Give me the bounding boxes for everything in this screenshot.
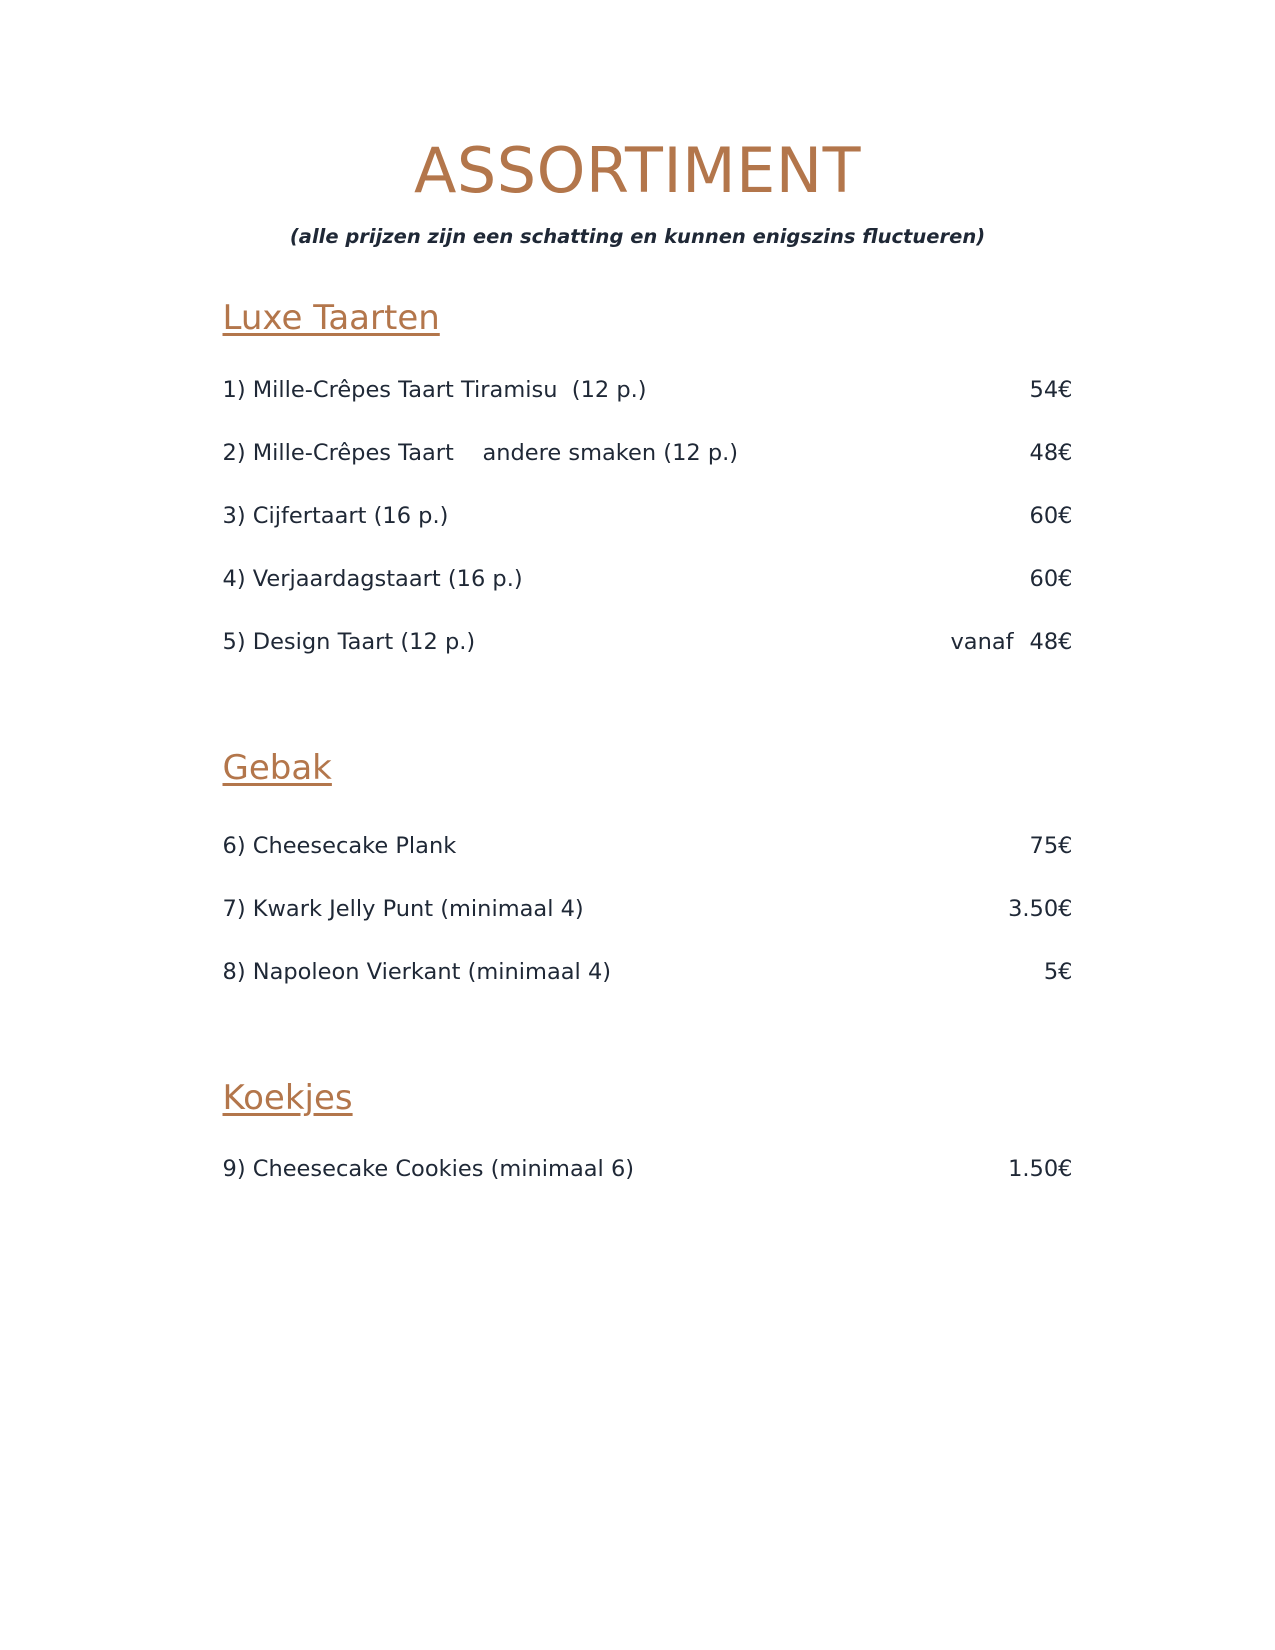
page-title: ASSORTIMENT	[413, 134, 862, 207]
item-name: 6) Cheesecake Plank	[222, 832, 457, 859]
item-price: 1.50€	[1008, 1156, 1073, 1183]
section-heading: Gebak	[222, 747, 332, 788]
list-item	[223, 797, 1073, 860]
item-name: 7) Kwark Jelly Punt (minimaal 4)	[222, 895, 584, 922]
item-name: 2) Mille-Crêpes Taart andere smaken (12 p.)	[222, 439, 739, 466]
list-item	[223, 530, 1073, 593]
list-item	[223, 593, 1073, 656]
list-item	[223, 1120, 1073, 1183]
menu-section-koekjes	[223, 986, 1073, 1184]
item-price: 75€	[1029, 832, 1073, 859]
item-name: 9) Cheesecake Cookies (minimaal 6)	[222, 1156, 635, 1183]
item-name: 3) Cijfertaart (16 p.)	[222, 502, 449, 529]
item-name: 4) Verjaardagstaart (16 p.)	[222, 565, 523, 592]
list-item	[223, 860, 1073, 923]
item-name: 5) Design Taart (12 p.)	[222, 628, 476, 655]
item-price: 48€	[1029, 439, 1073, 466]
menu-item-list	[223, 1118, 1073, 1183]
menu-section-luxe-taarten	[223, 248, 1073, 656]
item-price: 60€	[1029, 565, 1073, 592]
list-item	[223, 404, 1073, 467]
list-item	[223, 341, 1073, 404]
list-item	[223, 467, 1073, 530]
item-price: 3.50€	[1008, 895, 1073, 922]
item-price-prefix: vanaf	[950, 628, 1014, 655]
list-item	[223, 923, 1073, 986]
item-name: 8) Napoleon Vierkant (minimaal 4)	[222, 958, 612, 985]
item-price: 5€	[1043, 958, 1073, 985]
item-price: 60€	[1029, 502, 1073, 529]
menu-item-list	[223, 789, 1073, 986]
item-price: 48€	[1029, 628, 1073, 655]
item-name: 1) Mille-Crêpes Taart Tiramisu (12 p.)	[222, 376, 647, 403]
section-heading: Luxe Taarten	[222, 298, 440, 339]
menu-content	[203, 248, 1073, 1183]
section-heading: Koekjes	[222, 1077, 353, 1118]
item-price: 54€	[1029, 376, 1073, 403]
page-subtitle: (alle prijzen zijn een schatting en kunnen enigszins fluctueren)	[289, 225, 986, 249]
menu-item-list	[223, 339, 1073, 656]
menu-section-gebak	[223, 656, 1073, 986]
